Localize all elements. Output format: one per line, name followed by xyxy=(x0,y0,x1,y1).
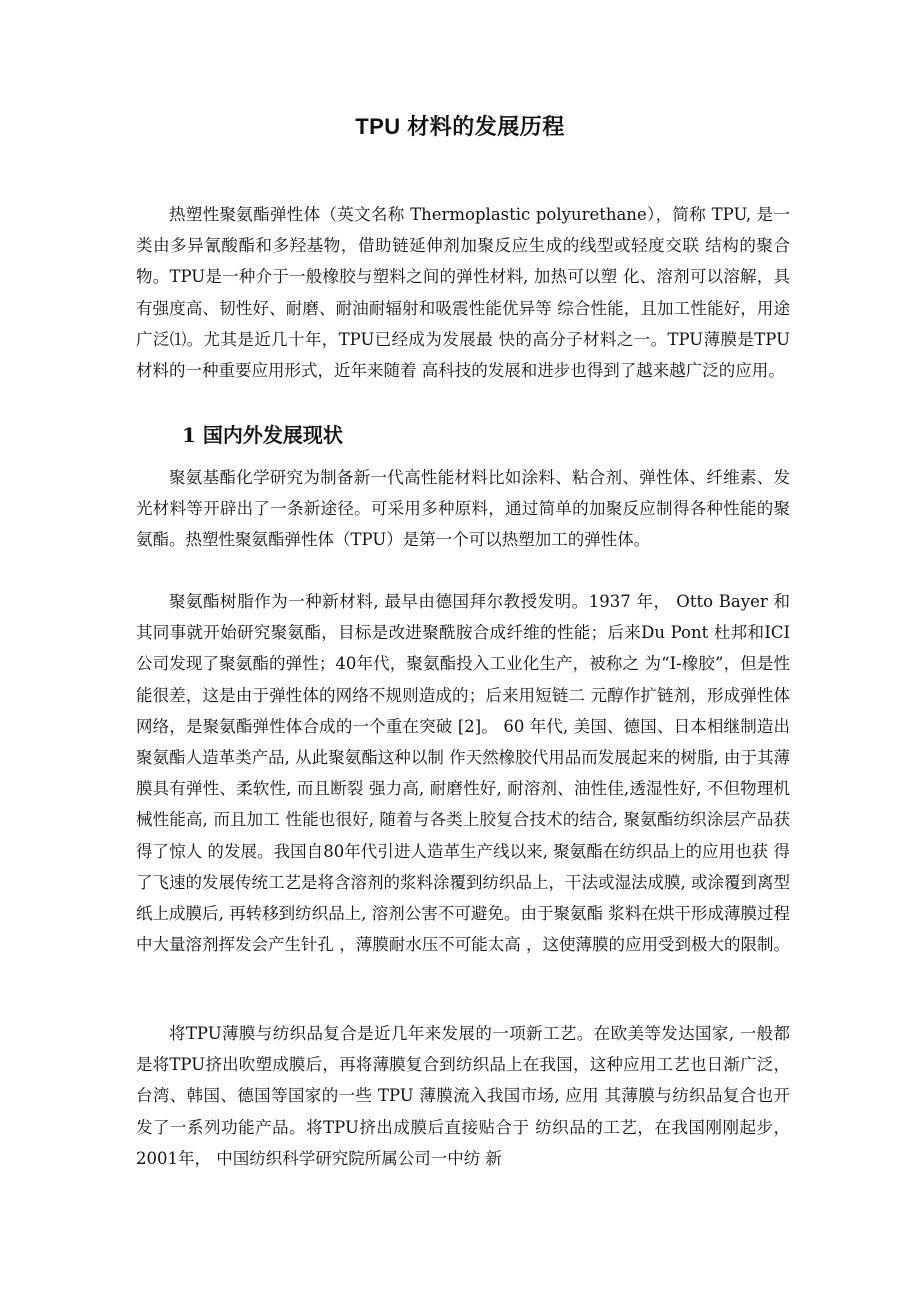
section-1-paragraph-2-block xyxy=(136,586,790,960)
section-1-paragraph-2: 聚氨酯树脂作为一种新材料, 最早由德国拜尔教授发明。1937 年， Otto Bayer 和其同事就开始研究聚氨酯，目标是改进聚酰胺合成纤维的性能；后来Du Pont 杜邦和ICI公司发现了聚氨酯的弹性；40年代，聚氨酯投入工业化生产，被称之 为“I-橡胶”，但是性能很差，这是由于弹性体的网络不规则造成的；后来用短链二 元醇作扩链剂，形成弹性体网络，是聚氨酯弹性体合成的一个重在突破 [2]。 60 年代, 美国、德国、日本相继制造出聚氨酯人造革类产品, 从此聚氨酯这种以制 作天然橡胶代用品而发展起来的树脂, 由于其薄膜具有弹性、柔软性, 而且断裂 强力高, 耐磨性好, 耐溶剂、油性佳,透湿性好, 不但物理机械性能高, 而且加工 性能也很好, 随着与各类上胶复合技术的结合, 聚氨酯纺织涂层产品获得了惊人 的发展。我国自80年代引进人造革生产线以来, 聚氨酯在纺织品上的应用也获 得了飞速的发展传统工艺是将含溶剂的浆料涂覆到纺织品上，干法或湿法成膜, 或涂覆到离型纸上成膜后, 再转移到纺织品上, 溶剂公害不可避免。由于聚氨酯 浆料在烘干形成薄膜过程中大量溶剂挥发会产生针孔 ，薄膜耐水压不可能太高 ，这使薄膜的应用受到极大的限制。 xyxy=(136,592,790,955)
document-title: TPU 材料的发展历程 xyxy=(355,113,565,139)
intro-paragraph: 热塑性聚氨酯弹性体（英文名称 Thermoplastic polyurethane），简称 TPU, 是一类由多异氰酸酯和多羟基物，借助链延伸剂加聚反应生成的线型或轻度交联 结构的聚合物。TPU是一种介于一般橡胶与塑料之间的弹性材料, 加热可以塑 化、溶剂可以溶解，具有强度高、韧性好、耐磨、耐油耐辐射和吸震性能优异等 综合性能，且加工性能好，用途广泛⑴。尤其是近几十年，TPU已经成为发展最 快的高分子材料之一。TPU薄膜是TPU材料的一种重要应用形式，近年来随着 高科技的发展和进步也得到了越来越广泛的应用。 xyxy=(136,205,790,381)
section-1-paragraph-3: 将TPU薄膜与纺织品复合是近几年来发展的一项新工艺。在欧美等发达国家, 一般都是将TPU挤出吹塑成膜后，再将薄膜复合到纺织品上在我国，这种应用工艺也日渐广泛，台湾、韩国、德国等国家的一些 TPU 薄膜流入我国市场, 应用 其薄膜与纺织品复合也开发了一系列功能产品。将TPU挤出成膜后直接贴合于 纺织品的工艺，在我国刚刚起步， 2001年， 中国纺织科学研究院所属公司一中纺 新 xyxy=(136,1024,790,1168)
section-1-paragraph-1-block xyxy=(136,462,790,556)
section-1-paragraph-1: 聚氨基酯化学研究为制备新一代高性能材料比如涂料、粘合剂、弹性体、纤维素、发光材料等开辟出了一条新途径。可采用多种原料，通过简单的加聚反应制得各种性能的聚氨酯。热塑性聚氨酯弹性体（TPU）是第一个可以热塑加工的弹性体。 xyxy=(136,468,790,550)
section-heading: 1 国内外发展现状 xyxy=(182,423,343,447)
intro-section xyxy=(136,199,790,386)
section-1-paragraph-3-block xyxy=(136,1018,790,1174)
